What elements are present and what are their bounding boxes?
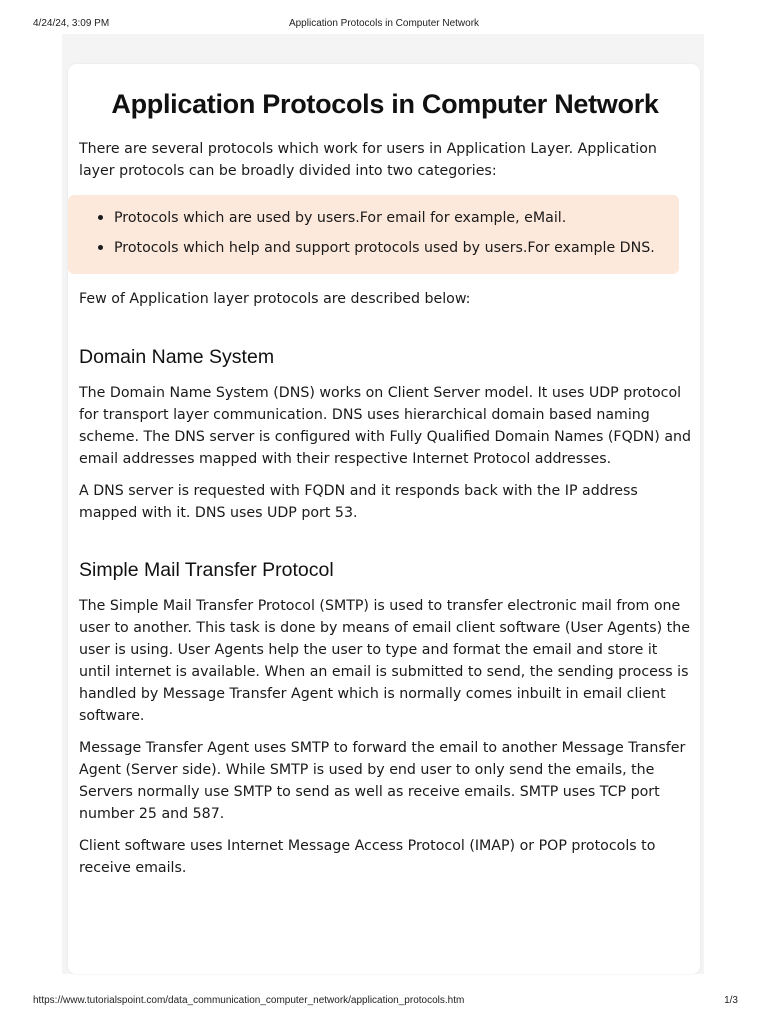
section-heading-smtp: Simple Mail Transfer Protocol [79, 559, 334, 581]
smtp-paragraph: Message Transfer Agent uses SMTP to forward the email to another Message Transfer Agent (Server side). While SMTP is used by end user to only send the emails, the Servers normally use SMTP to send as well as receive emails. SMTP uses TCP port number 25 and 587. [79, 740, 686, 822]
dns-paragraph: The Domain Name System (DNS) works on Client Server model. It uses UDP protocol for transport layer communication. DNS uses hierarchical domain based naming scheme. The DNS server is configured with Fully Qualified Domain Names (FQDN) and email addresses mapped with their respective Internet Protocol addresses. [79, 385, 692, 467]
list-item: • Protocols which are used by users.For email for example, eMail. [114, 206, 679, 229]
source-url: https://www.tutorialspoint.com/data_communication_computer_network/application_protocols.htm [33, 995, 465, 1006]
category-highlight-box [68, 195, 679, 274]
list-item: • Protocols which help and support protocols used by users.For example DNS. [114, 236, 679, 259]
dns-paragraph: A DNS server is requested with FQDN and it responds back with the IP address mapped with it. DNS uses UDP port 53. [79, 483, 638, 521]
category-list [68, 206, 679, 259]
print-footer [0, 995, 768, 1009]
smtp-paragraph: The Simple Mail Transfer Protocol (SMTP) is used to transfer electronic mail from one user to another. This task is done by means of email client software (User Agents) the user is using. User Agents help the user to type and format the email and store it until internet is available. When an email is submitted to send, the sending process is handled by Message Transfer Agent which is normally comes inbuilt in email client software. [79, 598, 690, 724]
print-datetime: 4/24/24, 3:09 PM [33, 18, 110, 29]
section-heading-dns: Domain Name System [79, 346, 275, 368]
article-content [79, 64, 691, 879]
intro-paragraph: There are several protocols which work for users in Application Layer. Application layer protocols can be broadly divided into two categories: [79, 141, 657, 179]
overview-paragraph: Few of Application layer protocols are described below: [79, 291, 471, 307]
smtp-paragraph: Client software uses Internet Message Access Protocol (IMAP) or POP protocols to receive emails. [79, 838, 656, 876]
page-title: Application Protocols in Computer Network [111, 89, 659, 119]
page-number: 1/3 [724, 995, 738, 1006]
print-header [0, 18, 768, 32]
print-title: Application Protocols in Computer Network [288, 18, 480, 29]
article-card [68, 64, 700, 974]
